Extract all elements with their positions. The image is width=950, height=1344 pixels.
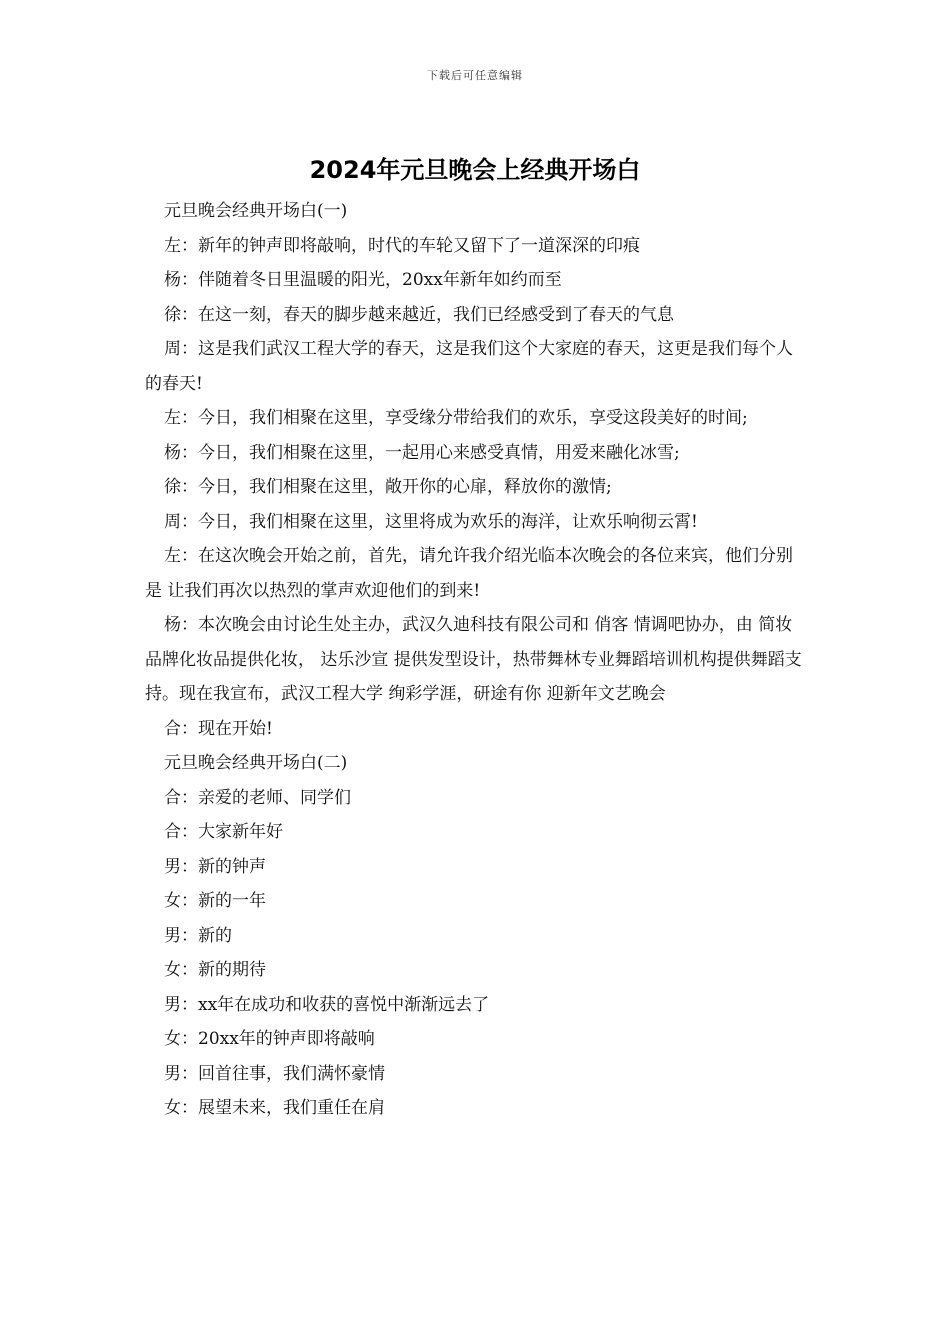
paragraph: 徐：今日，我们相聚在这里，敞开你的心扉，释放你的激情; (164, 477, 612, 497)
paragraph: 男：xx年在成功和收获的喜悦中渐渐远去了 (164, 994, 490, 1015)
paragraph: 男：新的钟声 (164, 856, 266, 877)
paragraph: 徐：在这一刻，春天的脚步越来越近，我们已经感受到了春天的气息 (164, 304, 674, 325)
paragraph: 合：大家新年好 (164, 822, 283, 842)
paragraph: 杨：本次晚会由讨论生处主办，武汉久迪科技有限公司和 俏客 情调吧协办，由 简妆 品牌化妆品提供化妆， 达乐沙宣 提供发型设计，热带舞林专业舞蹈培训机构提供舞蹈支持。现在我宣布，武汉工程大学 绚彩学涯，研途有你 迎新年文艺晚会 (145, 615, 802, 704)
paragraph: 左：今日，我们相聚在这里，享受缘分带给我们的欢乐，享受这段美好的时间; (164, 408, 748, 428)
paragraph: 合：现在开始! (164, 718, 273, 739)
paragraph: 左：在这次晚会开始之前，首先，请允许我介绍光临本次晚会的各位来宾，他们分别是 让我们再次以热烈的掌声欢迎他们的到来! (145, 546, 793, 601)
paragraph: 男：新的 (164, 925, 232, 946)
paragraph: 女：新的期待 (164, 960, 266, 980)
paragraph: 男：回首往事，我们满怀豪情 (164, 1063, 385, 1084)
paragraph: 合：亲爱的老师、同学们 (164, 787, 351, 808)
paragraph: 杨：伴随着冬日里温暖的阳光，20xx年新年如约而至 (164, 270, 562, 290)
paragraph: 元旦晚会经典开场白(一) (164, 201, 348, 221)
header-note: 下载后可任意编辑 (427, 69, 523, 82)
paragraph: 女：展望未来，我们重任在肩 (164, 1098, 385, 1118)
paragraph: 左：新年的钟声即将敲响，时代的车轮又留下了一道深深的印痕 (164, 235, 640, 256)
paragraph: 周：这是我们武汉工程大学的春天，这是我们这个大家庭的春天，这更是我们每个人的春天! (145, 339, 793, 394)
paragraph: 周：今日，我们相聚在这里，这里将成为欢乐的海洋，让欢乐响彻云霄! (164, 511, 698, 532)
paragraph: 杨：今日，我们相聚在这里，一起用心来感受真情，用爱来融化冰雪; (164, 442, 680, 463)
paragraph: 女：20xx年的钟声即将敲响 (164, 1029, 375, 1049)
paragraph: 女：新的一年 (164, 891, 266, 911)
paragraph: 元旦晚会经典开场白(二) (164, 753, 348, 773)
page-title: 2024年元旦晚会上经典开场白 (309, 156, 641, 184)
document-body (145, 194, 809, 1126)
